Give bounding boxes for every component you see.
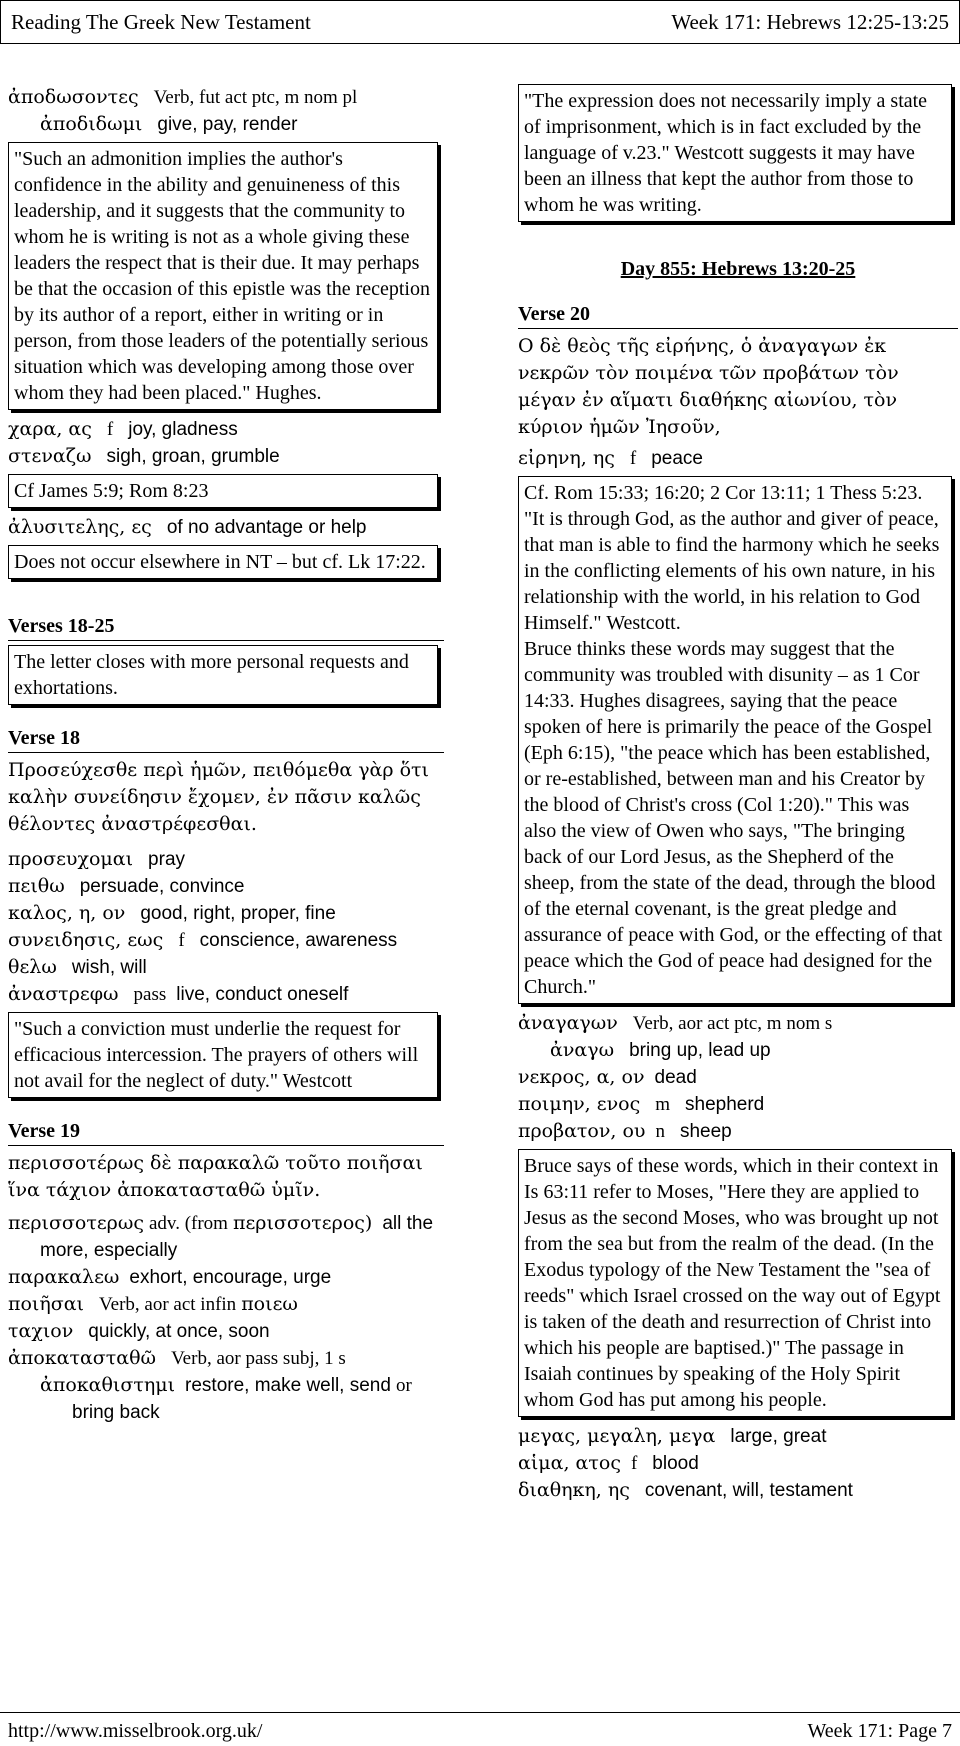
- vocab-entry: ἀναστρεφω pass live, conduct oneself: [8, 983, 349, 1005]
- vocab-entry: προβατον, ου n sheep: [518, 1120, 732, 1142]
- vocab-entry: ἀναγαγων Verb, aor act ptc, m nom s: [518, 1012, 833, 1034]
- verse-18-heading: Verse 18: [8, 725, 444, 753]
- vocab-entry: ἀποδωσοντες Verb, fut act ptc, m nom pl: [8, 86, 358, 108]
- vocab-entry: ἀποκατασταθῶ Verb, aor pass subj, 1 s: [8, 1347, 346, 1369]
- vocab-entry: προσευχομαι pray: [8, 848, 186, 870]
- verse-19-text: περισσοτέρως δὲ παρακαλῶ τοῦτο ποιῆσαι ἵνα τάχιον ἀποκατασταθῶ ὑμῖν.: [8, 1152, 423, 1201]
- footer-url[interactable]: http://www.misselbrook.org.uk/: [8, 1720, 263, 1742]
- vocab-entry: εἰρηνη, ης f peace: [518, 447, 703, 469]
- page-footer: [0, 1720, 960, 1743]
- right-column: [518, 84, 958, 1504]
- vocab-entry: πειθω persuade, convince: [8, 875, 245, 897]
- commentary-box: Cf. Rom 15:33; 16:20; 2 Cor 13:11; 1 Thess 5:23. "It is through God, as the author and giver of peace, that man is able to find the harmony which he seeks in the conflicting elements of his own nature, in his relationship with the world, in his relation to God Himself." Westcott. Bruce thinks these words may suggest that the community was troubled with disunity – as 1 Cor 14:33. Hughes disagrees, saying that the peace spoken of here is primarily the peace of the Gospel (Eph 6:15), "the peace which has been established, or re-established, between man and his Creator by the blood of Christ's cross (Col 1:20)." This was also the view of Owen who says, "The bringing back of our Lord Jesus, as the Shepherd of the sheep, from the state of the dead, through the blood of the eternal covenant, is the great pledge and assurance of peace with God, or the effecting of that peace which the God of peace had designed for the Church.": [518, 476, 952, 1004]
- vocab-entry: ἀποκαθιστημι restore, make well, send or bring back: [40, 1374, 412, 1423]
- vocab-entry: ποιμην, ενος m shepherd: [518, 1093, 765, 1115]
- westcott-quote-box: "Such a conviction must underlie the request for efficacious intercession. The prayers of others will not avail for the neglect of duty." Westcott: [8, 1012, 438, 1098]
- verses-box: The letter closes with more personal requests and exhortations.: [8, 645, 438, 705]
- left-column: [8, 84, 444, 1426]
- note-box: Does not occur elsewhere in NT – but cf. Lk 17:22.: [8, 545, 438, 579]
- vocab-entry: διαθηκη, ης covenant, will, testament: [518, 1479, 853, 1501]
- vocab-entry: θελω wish, will: [8, 956, 147, 978]
- vocab-entry: ποιῆσαι Verb, aor act infin ποιεω: [8, 1293, 298, 1315]
- verse-19-heading: Verse 19: [8, 1118, 444, 1146]
- header-week: Week 171: Hebrews 12:25-13:25: [671, 9, 949, 34]
- westcott-quote-top-box: "The expression does not necessarily imply a state of imprisonment, which is in fact excluded by the language of v.23." Westcott suggests it may have been an illness that kept the author from those to whom he was writing.: [518, 84, 952, 222]
- vocab-entry: χαρα, ας f joy, gladness: [8, 418, 238, 440]
- verse-20-text: Ο δὲ θεὸς τῆς εἰρήνης, ὁ ἀναγαγων ἐκ νεκρῶν τὸν ποιμένα τῶν προβάτων τὸν μέγαν ἐν αἵματι διαθήκης αἰωνίου, τὸν κύριον ἡμῶν Ἰησοῦν,: [518, 335, 899, 438]
- vocab-entry: νεκρος, α, ον dead: [518, 1066, 697, 1088]
- bruce-quote-box: Bruce says of these words, which in their context in Is 63:11 refer to Moses, "Here they are applied to Jesus as the second Moses, who was brought up not from the sea but from the realm of the dead. (In the Exodus typology of the New Testament the "sea of reeds" which Israel crossed on the way out of Egypt is taken of the death and resurrection of Christ into which his people are baptised.)" The passage in Isaiah continues by speaking of the Holy Spirit whom God has put among his people.: [518, 1149, 952, 1417]
- verse-18-text: Προσεύχεσθε περὶ ἡμῶν, πειθόμεθα γὰρ ὅτι καλὴν συνείδησιν ἔχομεν, ἐν πᾶσιν καλῶς θέλοντες ἀναστρέφεσθαι.: [8, 759, 429, 835]
- vocab-entry: συνειδησις, εως f conscience, awareness: [8, 929, 398, 951]
- vocab-entry: περισσοτερως adv. (from περισσοτερος) all the more, especially: [8, 1212, 434, 1261]
- vocab-entry: μεγας, μεγαλη, μεγα large, great: [518, 1425, 827, 1447]
- vocab-entry: παρακαλεω exhort, encourage, urge: [8, 1266, 332, 1288]
- vocab-entry: αἱμα, ατος f blood: [518, 1452, 699, 1474]
- day-heading: Day 855: Hebrews 13:20-25: [620, 258, 856, 280]
- reference-box: Cf James 5:9; Rom 8:23: [8, 474, 438, 508]
- vocab-entry: ἀναγω bring up, lead up: [550, 1039, 771, 1061]
- vocab-entry: καλος, η, ον good, right, proper, fine: [8, 902, 336, 924]
- hughes-quote-box: "Such an admonition implies the author's confidence in the ability and genuineness of this leadership, and it suggests that the community to whom he is writing is not as a whole giving these leaders the respect that is their due. It may perhaps be that the occasion of this epistle was the reception by its author of a report, either in writing or in person, from those leaders of the potentially serious situation which was developing among those over whom they had been placed." Hughes.: [8, 142, 438, 410]
- verse-20-heading: Verse 20: [518, 301, 958, 329]
- header-title: Reading The Greek New Testament: [11, 9, 311, 34]
- footer-page-number: Week 171: Page 7: [807, 1720, 952, 1742]
- footer-rule: [0, 1712, 960, 1713]
- vocab-entry: ἀλυσιτελης, ες of no advantage or help: [8, 516, 367, 538]
- verses-heading: Verses 18-25: [8, 613, 444, 641]
- vocab-entry: στεναζω sigh, groan, grumble: [8, 445, 280, 467]
- vocab-entry: ταχιον quickly, at once, soon: [8, 1320, 270, 1342]
- page-header: [0, 0, 960, 44]
- vocab-entry: ἀποδιδωμι give, pay, render: [40, 113, 298, 135]
